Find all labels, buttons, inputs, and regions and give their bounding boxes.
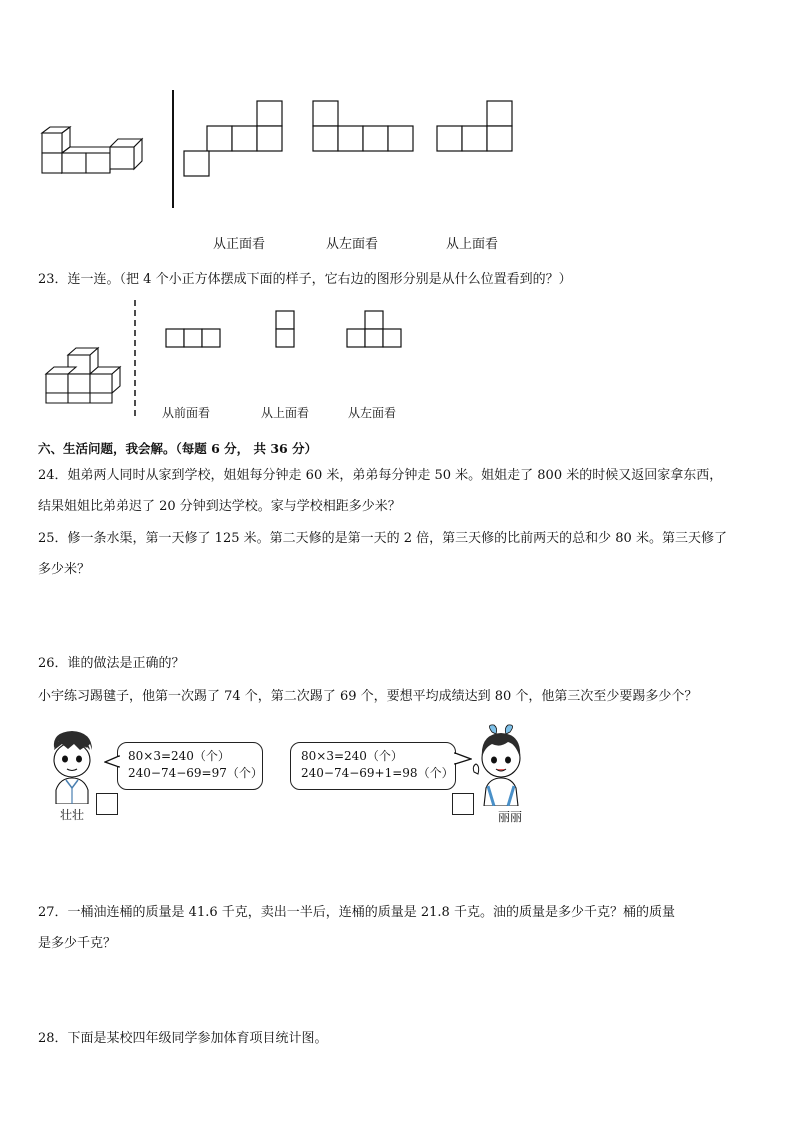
- q22-label-left: 从左面看: [326, 237, 379, 252]
- girl-avatar: [470, 722, 532, 806]
- q22-label-top: 从上面看: [446, 237, 499, 252]
- q22-view-top: [436, 100, 514, 153]
- q23-label-top: 从上面看: [261, 406, 310, 420]
- q25-line1: 25．修一条水渠，第一天修了 125 米。第二天修的是第一天的 2 倍，第三天修的比前两天的总和少 80 米。第三天修了: [38, 531, 727, 546]
- q23-view-b: [275, 310, 295, 348]
- right-student-name: 丽丽: [498, 810, 523, 824]
- left-calc-line2: 240−74−69=97（个）: [128, 766, 263, 780]
- q23-text: 23．连一连。（把 4 个小正方体摆成下面的样子，它右边的图形分别是从什么位置看到的？）: [38, 272, 572, 287]
- q27-line2: 是多少千克？: [38, 936, 117, 951]
- q22-divider: [172, 90, 174, 208]
- q24-line1: 24．姐弟两人同时从家到学校，姐姐每分钟走 60 米，弟弟每分钟走 50 米。姐姐走了 800 米的时候又返回家拿东西，: [38, 468, 723, 483]
- q27-line1: 27．一桶油连桶的质量是 41.6 千克，卖出一半后，连桶的质量是 21.8 千克。油的质量是多少千克？桶的质量: [38, 905, 675, 920]
- q24-line2: 结果姐姐比弟弟迟了 20 分钟到达学校。家与学校相距多少米？: [38, 499, 401, 514]
- right-answer-box[interactable]: [452, 793, 474, 815]
- q23-label-left: 从左面看: [348, 406, 397, 420]
- q22-view-front: [183, 100, 285, 178]
- q23-view-a: [165, 328, 221, 348]
- section-title: 六、生活问题，我会解。（每题 6 分， 共 36 分）: [38, 441, 318, 456]
- left-answer-box[interactable]: [96, 793, 118, 815]
- q23-cube-stack-figure: [44, 345, 126, 409]
- q28-text: 28．下面是某校四年级同学参加体育项目统计图。: [38, 1031, 328, 1046]
- right-calc-line1: 80×3=240（个）: [301, 749, 403, 763]
- q26-text: 小宇练习踢毽子，他第一次踢了 74 个，第二次踢了 69 个，要想平均成绩达到 80 个，他第三次至少要踢多少个？: [38, 689, 698, 704]
- right-calc-line2: 240−74−69+1=98（个）: [301, 766, 454, 780]
- right-speech-bubble: [290, 742, 456, 790]
- q26-title: 26．谁的做法是正确的？: [38, 656, 185, 671]
- q22-cube-stack-figure: [38, 125, 156, 177]
- q23-label-front: 从前面看: [162, 406, 211, 420]
- q23-view-c: [346, 310, 402, 348]
- left-calc-line1: 80×3=240（个）: [128, 749, 230, 763]
- left-speech-bubble: [117, 742, 263, 790]
- q22-label-front: 从正面看: [213, 237, 266, 252]
- boy-avatar: [42, 728, 102, 804]
- left-bubble-tail: [104, 755, 120, 769]
- q25-line2: 多少米？: [38, 562, 91, 577]
- left-student-name: 壮壮: [60, 808, 85, 822]
- q23-dashed-divider: [133, 300, 137, 420]
- q22-view-left: [312, 100, 414, 153]
